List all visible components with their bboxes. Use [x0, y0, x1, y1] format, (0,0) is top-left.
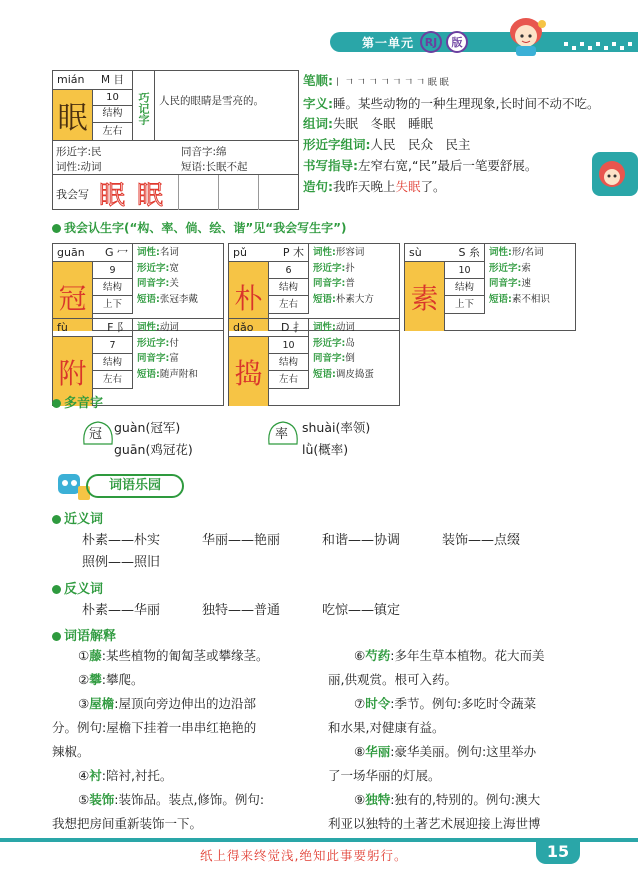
duoyin-1a: guàn(冠军) — [114, 420, 181, 435]
card-info: 词性:名词 形近字:宽 同音字:关 短语:张冠李戴 — [137, 247, 198, 305]
checker-decoration — [560, 38, 638, 54]
ciyu-banner: 词语乐园 — [86, 474, 184, 498]
jinyi-pair: 华丽——艳丽 — [202, 533, 281, 548]
jieshi-title-text: 词语解释 — [64, 629, 117, 644]
bishun-label: 笔顺: — [303, 73, 333, 88]
bullet-icon — [52, 515, 61, 524]
jieshi-line: ⑧华丽:豪华美丽。例句:这里举办 — [354, 744, 537, 759]
main-structure: 结构 — [93, 106, 133, 123]
card-structure: 结构 — [445, 279, 485, 296]
card-char: 冠 — [53, 262, 93, 331]
card-position: 上下 — [445, 296, 485, 314]
card-position: 左右 — [93, 371, 133, 389]
card-info: 词性:形容词 形近字:扑 同音字:普 短语:朴素大方 — [313, 247, 374, 305]
main-strokes: 10 — [93, 89, 133, 106]
recognize-title — [52, 219, 347, 236]
grid-line — [178, 175, 179, 210]
write-char-2: 眠 — [137, 181, 164, 211]
main-radical: M 目 — [93, 71, 133, 89]
jieshi-line: 我想把房间重新装饰一下。 — [52, 816, 203, 831]
xjz-text: 人民 民众 民主 — [370, 137, 471, 152]
write-char-1: 眠 — [99, 181, 126, 211]
unit-title: 第一单元 — [362, 36, 415, 50]
jieshi-line: 分。例句:屋檐下挂着一串串红艳艳的 — [52, 720, 257, 735]
main-pinyin: mián — [57, 73, 85, 86]
main-xingjin: 形近字:民 — [56, 146, 102, 158]
card-strokes: 7 — [93, 337, 133, 354]
card-info: 词性:动词 形近字:岛 同音字:倒 短语:调皮捣蛋 — [313, 322, 374, 380]
card-strokes: 10 — [445, 262, 485, 279]
card-pinyin: pǔ P 木 — [229, 244, 309, 262]
main-char-table — [52, 70, 299, 210]
page-number: 15 — [536, 838, 580, 864]
jieshi-line: ⑤装饰:装饰品。装点,修饰。例句: — [78, 792, 265, 807]
fanyi-title — [52, 578, 103, 597]
main-tongyin: 同音字:绵 — [181, 146, 227, 158]
card-structure: 结构 — [93, 279, 133, 296]
footer-quote: 纸上得来终觉浅,绝知此事要躬行。 — [200, 848, 408, 863]
card-char: 附 — [53, 337, 93, 406]
bullet-icon — [52, 224, 61, 233]
jieshi-left-column — [52, 644, 318, 836]
card-strokes: 10 — [269, 337, 309, 354]
jieshi-line: ②攀:攀爬。 — [78, 672, 144, 687]
jieshi-line: 了一场华丽的灯展。 — [328, 768, 441, 783]
zuci-text: 失眠 冬眠 睡眠 — [333, 116, 434, 131]
jieshi-right-column — [328, 644, 590, 836]
wohuixie-label: 我会写 — [56, 188, 89, 201]
main-char: 眠 — [53, 89, 93, 141]
fanyi-pair: 独特——普通 — [202, 603, 281, 618]
zaoju-pre: 我昨天晚上 — [333, 179, 396, 194]
duoyin-1b: guān(鸡冠花) — [114, 442, 193, 457]
char-card — [404, 243, 576, 331]
grid-line — [218, 175, 219, 210]
jieshi-line: ⑥芍药:多年生草本植物。花大而美 — [354, 648, 545, 663]
mascot-girl-icon — [494, 10, 560, 58]
main-cixing: 词性:动词 — [56, 161, 102, 173]
zaoju-label: 造句: — [303, 179, 333, 194]
bullet-icon — [52, 585, 61, 594]
jieshi-line: ④衬:陪衬,衬托。 — [78, 768, 173, 783]
xjz-label: 形近字组词: — [303, 137, 371, 152]
card-info: 词性:动词 形近字:付 同音字:富 短语:随声附和 — [137, 322, 198, 380]
card-strokes: 6 — [269, 262, 309, 279]
jieshi-line: ⑦时令:季节。例句:多吃时令蔬菜 — [354, 696, 537, 711]
sxzd-label: 书写指导: — [303, 158, 358, 173]
card-structure: 结构 — [269, 354, 309, 371]
bishun-strokes: 丨 𠃍 𠃍 𠃍 𠃍 𠃍 𠃍 𠃍 眠 眠 — [333, 78, 449, 88]
card-char: 捣 — [229, 337, 269, 406]
zuci-label: 组词: — [303, 116, 333, 131]
jieshi-line: 和水果,对健康有益。 — [328, 720, 445, 735]
card-pinyin: sù S 糸 — [405, 244, 485, 262]
zaoju-red: 失眠 — [395, 179, 421, 194]
jinyi-pair: 和谐——协调 — [322, 533, 401, 548]
jieshi-line: ①藤:某些植物的匍匐茎或攀缘茎。 — [78, 648, 269, 663]
qiaoji-text: 人民的眼睛是雪亮的。 — [155, 71, 299, 141]
jinyi-row-1 — [82, 530, 602, 552]
duoyin-char-1: 冠 — [89, 427, 103, 442]
duoyin-2a: shuài(率领) — [302, 420, 371, 435]
zixi-label: 字义: — [303, 96, 333, 111]
card-position: 左右 — [269, 296, 309, 314]
duoyin-2b: lǜ(概率) — [302, 442, 349, 457]
card-char: 朴 — [229, 262, 269, 331]
rj-badge: RJ — [420, 31, 442, 53]
ban-badge: 版 — [446, 31, 468, 53]
jinyi-pair: 朴素——朴实 — [82, 533, 161, 548]
fanyi-row — [82, 600, 400, 622]
jieshi-title — [52, 625, 116, 644]
fanyi-pair: 吃惊——镇定 — [322, 603, 401, 618]
card-info: 词性:形/名词 形近字:索 同音字:速 短语:素不相识 — [489, 247, 550, 305]
bullet-icon — [52, 632, 61, 641]
card-structure: 结构 — [269, 279, 309, 296]
card-char: 素 — [405, 262, 445, 331]
zixi-text: 睡。某些动物的一种生理现象,长时间不动不吃。 — [333, 96, 600, 111]
card-strokes: 9 — [93, 262, 133, 279]
bullet-icon — [52, 399, 61, 408]
card-pinyin: dǎo D 扌 — [229, 319, 309, 337]
jinyi-title — [52, 508, 103, 527]
right-notes — [303, 70, 603, 197]
jieshi-line: 丽,供观赏。根可入药。 — [328, 672, 457, 687]
fanyi-title-text: 反义词 — [64, 582, 104, 597]
jieshi-line: ③屋檐:屋顶向旁边伸出的边沿部 — [78, 696, 256, 711]
main-position: 左右 — [93, 123, 133, 141]
sxzd-text: 左窄右宽,“民”最后一笔要舒展。 — [358, 158, 538, 173]
jieshi-line: 利亚以独特的土著艺术展迎接上海世博 — [328, 816, 541, 831]
jinyi-title-text: 近义词 — [64, 512, 104, 527]
duoyin-title-text: 多音字 — [64, 396, 104, 411]
card-position: 左右 — [269, 371, 309, 389]
card-structure: 结构 — [93, 354, 133, 371]
duoyin-title — [52, 392, 103, 411]
jieshi-line: ⑨独特:独有的,特别的。例句:澳大 — [354, 792, 541, 807]
jinyi-row-2: 照例——照旧 — [82, 555, 161, 570]
grid-line — [258, 175, 259, 210]
qiaoji-label: 巧记字 — [133, 71, 155, 141]
card-pinyin: fù F 阝 — [53, 319, 133, 337]
duoyin-char-2: 率 — [275, 427, 289, 442]
recognize-title-text: 我会认生字(“构、率、倘、绘、谐”见“我会写生字”) — [64, 221, 347, 235]
jieshi-line: 辣椒。 — [52, 744, 90, 759]
card-pinyin: guān G 冖 — [53, 244, 133, 262]
fanyi-pair: 朴素——华丽 — [82, 603, 161, 618]
zaoju-post: 了。 — [420, 179, 446, 194]
char-card — [228, 318, 400, 406]
card-position: 上下 — [93, 296, 133, 314]
main-duanyu: 短语:长眠不起 — [181, 161, 248, 173]
jinyi-pair: 装饰——点缀 — [442, 533, 521, 548]
